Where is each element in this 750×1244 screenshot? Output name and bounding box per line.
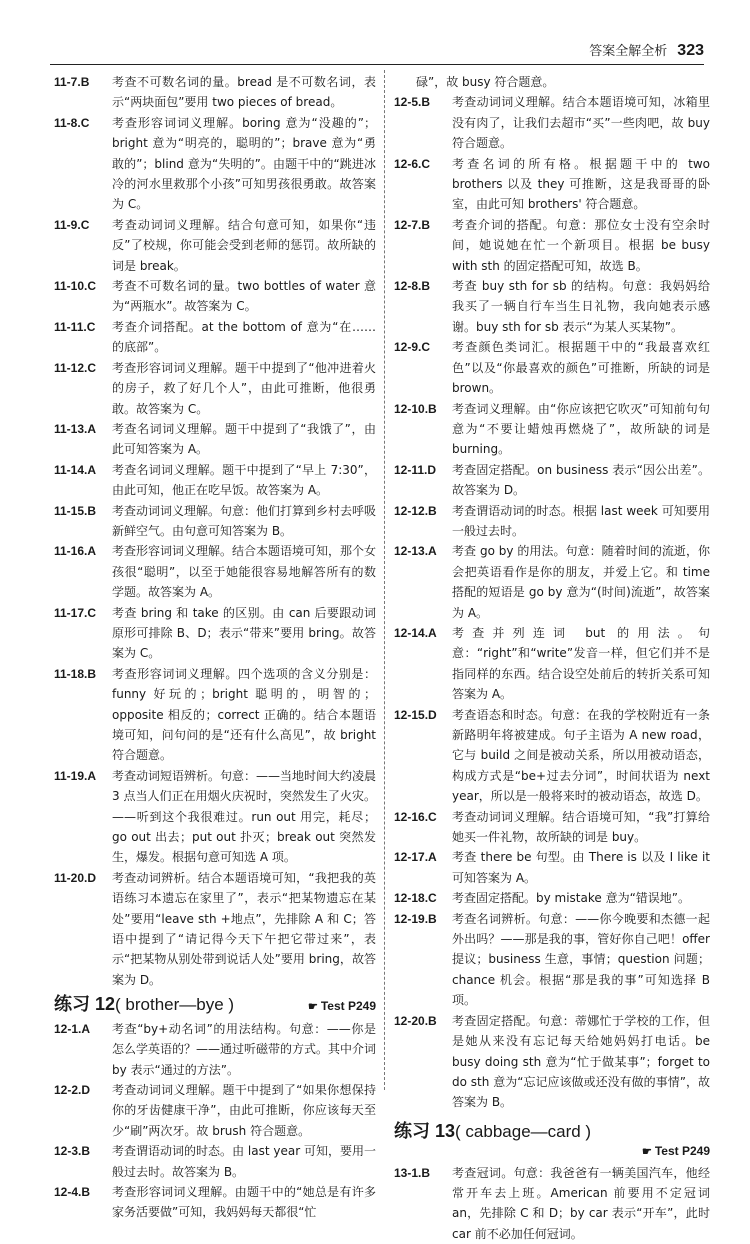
answer-number: 11-11.C (54, 319, 96, 334)
answer-list-13 (394, 1163, 710, 1244)
answer-number: 11-8.C (54, 115, 90, 130)
answer-explanation: 考查名词的所有格。根据题干中的 two brothers 以及 they 可推断，这是我哥哥的卧室，由此可知 brothers' 符合题意。 (452, 156, 710, 212)
answer-explanation: 考查“by+动名词”的用法结构。句意：——你是怎么学英语的？——通过听磁带的方式。其中介词 by 表示“通过的方法”。 (112, 1021, 377, 1077)
answer-number: 12-14.A (394, 625, 437, 640)
answer-number: 11-19.A (54, 768, 97, 783)
section-title: 答案全解全析 (589, 44, 668, 59)
right-column (394, 72, 710, 1244)
answer-explanation: 考查冠词。句意：我爸爸有一辆美国汽车，他经常开车去上班。American 前要用不定冠词 an，先排除 C 和 D；by car 表示“开车”，此时 car 前不必加任何冠词。 (452, 1165, 710, 1241)
answer-number: 12-12.B (394, 503, 437, 518)
answer-number: 12-6.C (394, 156, 431, 171)
section-12-range: ( brother—bye ) (115, 995, 235, 1015)
continued-text: 碌”，故 busy 符合题意。 (416, 75, 555, 89)
answer-number: 12-8.B (394, 279, 431, 294)
left-column (54, 72, 376, 1223)
answer-explanation: 考查不可数名词的量。two bottles of water 意为“两瓶水”。故答案为 C。 (112, 279, 376, 314)
answer-item (394, 337, 710, 398)
answer-number: 12-20.B (394, 1013, 437, 1028)
test-reference-icon: ☛ (641, 1146, 652, 1159)
answer-item (54, 419, 376, 460)
answer-number: 12-7.B (394, 217, 431, 232)
answer-explanation: 考查不可数名词的量。bread 是不可数名词，表示“两块面包”要用 two pieces of bread。 (112, 75, 376, 110)
section-13-range: ( cabbage—card ) (455, 1121, 592, 1141)
answer-item (54, 276, 376, 317)
answer-item (394, 276, 710, 337)
answer-number: 11-13.A (54, 421, 97, 436)
answer-number: 12-13.A (394, 544, 437, 559)
answer-number: 11-20.D (54, 870, 97, 885)
answer-item (394, 909, 710, 1011)
answer-item (394, 1011, 710, 1113)
page-header (589, 40, 704, 60)
answer-explanation: 考查动词词义理解。结合语境可知，“我”打算给她买一件礼物，故所缺的词是 buy。 (452, 809, 710, 845)
answer-explanation: 考查名词辨析。句意：——你今晚要和杰德一起外出吗？——那是我的事，管好你自己吧！offer 提议；business 生意，事情；question 问题；chance 机会。根据“那是我的事”可知选择 B 项。 (452, 911, 710, 1008)
answer-explanation: 考查 bring 和 take 的区别。由 can 后要跟动词原形可排除 B、D；表示“带来”要用 bring。故答案为 C。 (112, 605, 376, 661)
section-heading-13 (394, 1121, 710, 1142)
answer-number: 11-7.B (54, 75, 90, 89)
answer-number: 12-11.D (394, 462, 437, 477)
answer-explanation: 考查动词辨析。结合本题语境可知，“我把我的英语练习本遗忘在家里了”，表示“把某物遗忘在某处”要用“leave sth +地点”，先排除 A 和 C；答语中提到了“请记得今天下午把它带过来”，表示“把某物从别处带到说话人处”要用 bring，故答案为 D。 (112, 870, 376, 987)
test-reference-icon: ☛ (307, 1001, 318, 1014)
answer-explanation: 考查语态和时态。句意：在我的学校附近有一条新路明年将被建成。句子主语为 A new road，它与 build 之间是被动关系，所以用被动语态，构成方式是“be+过去分词”，时间状语为 next year，所以是一般将来时的被动语态，故选 D。 (452, 707, 710, 804)
answer-explanation: 考查动词词义理解。题干中提到了“如果你想保持你的牙齿健康干净”，由此可推断，你应该每天至少“刷”两次牙。故 brush 符合题意。 (112, 1082, 376, 1138)
answer-number: 12-16.C (394, 809, 437, 824)
section-12-title: 练习 12 (54, 994, 116, 1015)
answer-item (54, 868, 376, 990)
answer-number: 13-1.B (394, 1165, 431, 1180)
answer-explanation: 考查 there be 句型。由 There is 以及 I like it 可知答案为 A。 (452, 850, 710, 885)
answer-explanation: 考查形容词词义理解。由题干中的“她总是有许多家务活要做”可知，我妈妈每天都很“忙 (112, 1184, 376, 1220)
answer-item (394, 623, 710, 705)
page-number: 323 (677, 42, 704, 59)
answer-number: 11-14.A (54, 462, 97, 477)
answer-item (54, 358, 376, 419)
answer-item (54, 1141, 376, 1182)
answer-explanation: 考查 buy sth for sb 的结构。句意：我妈妈给我买了一辆自行车当生日礼物，我向她表示感谢。buy sth for sb 表示“为某人买某物”。 (452, 279, 710, 334)
answer-explanation: 考查形容词词义理解。四个选项的含义分别是：funny 好玩的；bright 聪明的，明智的；opposite 相反的；correct 正确的。结合本题语境可知，问句问的是“还有什么高见”，故 bright 符合题意。 (112, 666, 376, 763)
answer-explanation: 考查固定搭配。by mistake 意为“错误地”。 (452, 891, 691, 906)
answer-item (394, 215, 710, 276)
answer-number: 11-16.A (54, 544, 97, 559)
answer-item (394, 501, 710, 542)
answer-explanation: 考查动词词义理解。句意：他们打算到乡村去呼吸新鲜空气。由句意可知答案为 B。 (112, 503, 377, 538)
answer-item (54, 215, 376, 276)
answer-explanation: 考查谓语动词的时态。由 last year 可知，要用一般过去时。故答案为 B。 (112, 1144, 376, 1179)
answer-item (54, 541, 376, 602)
answer-item (394, 888, 710, 908)
answer-number: 11-9.C (54, 217, 90, 232)
answer-item (394, 705, 710, 807)
answer-number: 12-10.B (394, 401, 437, 416)
answer-item (394, 847, 710, 888)
answer-explanation: 考查词义理解。由“你应该把它吹灭”可知前句句意为“不要让蜡烛再燃烧了”，故所缺的词是 burning。 (452, 401, 710, 457)
answer-item (394, 399, 710, 460)
answer-explanation: 考查名词词义理解。题干中提到了“我饿了”，由此可知答案为 A。 (112, 421, 376, 457)
answer-explanation: 考查动词词义理解。结合本题语境可知，冰箱里没有肉了，让我们去超市“买”一些肉吧，故 buy 符合题意。 (452, 95, 710, 151)
answer-number: 12-17.A (394, 850, 437, 865)
test-reference-text: Test P249 (654, 1144, 710, 1159)
answer-number: 12-18.C (394, 891, 437, 906)
answer-item (54, 664, 376, 766)
answer-item (54, 72, 376, 113)
answer-item (54, 1080, 376, 1141)
section-13-title: 练习 13 (394, 1120, 456, 1141)
answer-explanation: 考查固定搭配。on business 表示“因公出差”。故答案为 D。 (452, 462, 710, 498)
answer-number: 12-3.B (54, 1144, 91, 1159)
answer-item (394, 92, 710, 153)
answer-item (54, 603, 376, 664)
answer-explanation: 考查谓语动词的时态。根据 last week 可知要用一般过去时。 (452, 503, 710, 538)
header-rule (50, 64, 704, 65)
answer-explanation: 考查并列连词 but 的用法。句意：“right”和“write”发音一样，但它们并不是指同样的东西。结合设空处前后的转折关系可知答案为 A。 (452, 625, 710, 702)
answer-number: 12-19.B (394, 911, 437, 926)
answer-explanation: 考查动词词义理解。结合句意可知，如果你“违反”了校规，你可能会受到老师的惩罚。故所缺的词是 break。 (112, 217, 376, 273)
answer-explanation: 考查形容词词义理解。结合本题语境可知，那个女孩很“聪明”，以至于她能很容易地解答所有的数学题。故答案为 A。 (112, 544, 377, 600)
answer-item (54, 501, 376, 542)
answer-item (54, 1182, 376, 1223)
answer-list-11 (54, 72, 376, 990)
answer-item (54, 317, 376, 358)
answer-item (54, 766, 376, 868)
answer-explanation: 考查 go by 的用法。句意：随着时间的流逝，你会把英语看作是你的朋友，并爱上它。和 time 搭配的短语是 go by 意为“(时间)流逝”，故答案为 A。 (452, 544, 710, 620)
answer-item (394, 807, 710, 848)
answer-explanation: 考查介词的搭配。句意：那位女士没有空余时间，她说她在忙一个新项目。根据 be busy with sth 的固定搭配可知，故选 B。 (452, 217, 710, 273)
answer-number: 11-12.C (54, 360, 97, 375)
answer-number: 12-9.C (394, 340, 431, 355)
test-reference-text: Test P249 (320, 999, 376, 1014)
answer-explanation: 考查形容词词义理解。boring 意为“没趣的”；bright 意为“明亮的，聪明的”；brave 意为“勇敢的”；blind 意为“失明的”。由题干中的“跳进冰冷的河水里救那个小孩”可知男孩很勇敢。故答案为 C。 (112, 115, 376, 212)
answer-list-12-cont (394, 92, 710, 1112)
answer-explanation: 考查固定搭配。句意：蒂娜忙于学校的工作，但是她从来没有忘记每天给她妈妈打电话。be busy doing sth 意为“忙于做某事”；forget to do sth 意为“忘记应该做或还没有做的事情”，故答案为 B。 (452, 1013, 710, 1110)
answer-number: 11-18.B (54, 666, 97, 681)
answer-number: 12-1.A (54, 1021, 91, 1036)
answer-number: 12-15.D (394, 707, 437, 722)
answer-number: 11-15.B (54, 503, 97, 518)
answer-item (54, 113, 376, 215)
test-reference (308, 996, 376, 1017)
column-divider (384, 70, 385, 1090)
answer-item (394, 541, 710, 623)
answer-item (54, 1019, 376, 1080)
answer-number: 11-17.C (54, 605, 97, 620)
answer-item (394, 460, 710, 501)
answer-number: 11-10.C (54, 279, 97, 294)
answer-explanation: 考查颜色类词汇。根据题干中的“我最喜欢红色”以及“你最喜欢的颜色”可推断，所缺的词是 brown。 (452, 340, 710, 396)
answer-item (54, 460, 376, 501)
answer-number: 12-2.D (54, 1082, 91, 1097)
section-heading-12 (54, 994, 376, 1017)
answer-number: 12-4.B (54, 1184, 91, 1199)
answer-explanation: 考查名词词义理解。题干中提到了“早上 7:30”，由此可知，他正在吃早饭。故答案为 A。 (112, 462, 376, 498)
answer-item (394, 1163, 710, 1244)
test-reference (642, 1144, 710, 1158)
answer-list-12 (54, 1019, 376, 1223)
answer-item (394, 154, 710, 215)
answer-number: 12-5.B (394, 95, 431, 110)
answer-explanation: 考查动词短语辨析。句意：——当地时间大约凌晨 3 点当人们正在用烟火庆祝时，突然发生了火灾。——听到这个我很难过。run out 用完，耗尽；go out 出去；put out 扑灭；break out 突然发生，爆发。根据句意可知选 A 项。 (112, 768, 377, 865)
answer-explanation: 考查介词搭配。at the bottom of 意为“在……的底部”。 (112, 319, 376, 355)
answer-explanation: 考查形容词词义理解。题干中提到了“他冲进着火的房子，救了好几个人”，由此可推断，他很勇敢。故答案为 C。 (112, 360, 376, 416)
